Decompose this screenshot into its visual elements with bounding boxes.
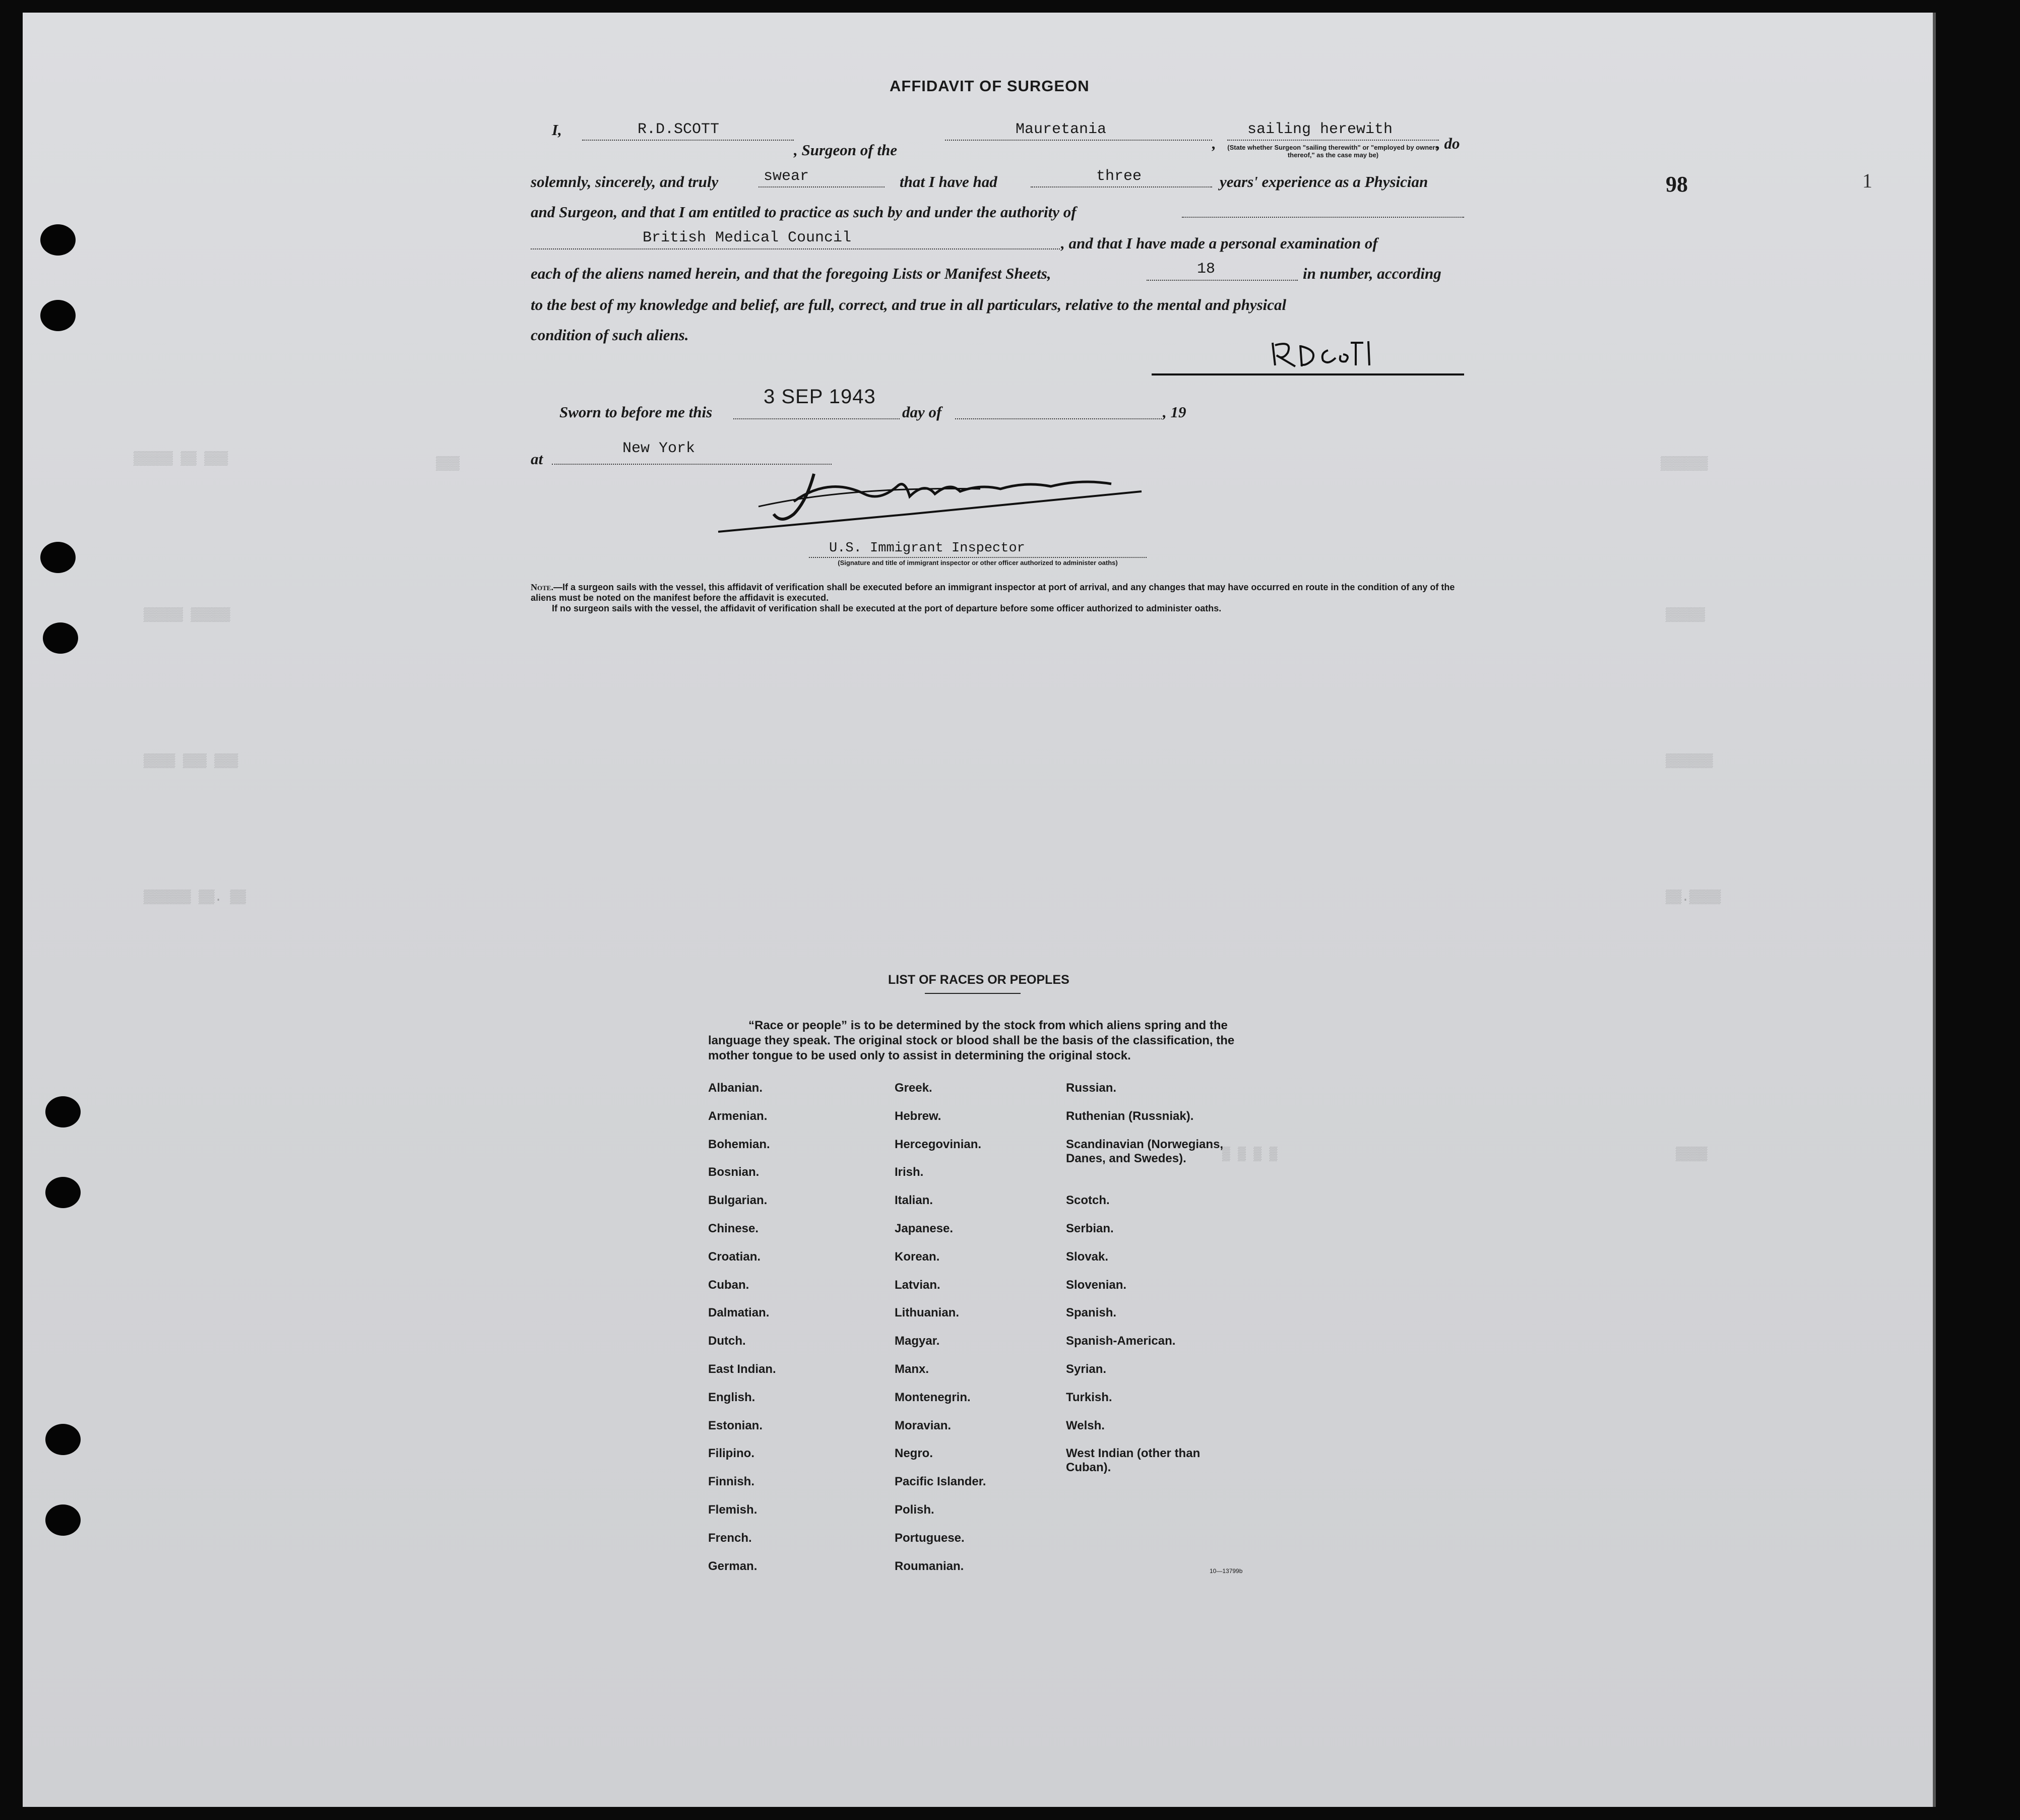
race-item: Russian.: [1066, 1081, 1117, 1095]
race-item: English.: [708, 1390, 755, 1404]
race-item: Slovenian.: [1066, 1278, 1127, 1292]
inspector-title: U.S. Immigrant Inspector: [829, 541, 1025, 556]
text-do: , do: [1436, 135, 1460, 152]
affidavit-title: AFFIDAVIT OF SURGEON: [890, 77, 1090, 95]
text-year: , 19: [1163, 403, 1186, 421]
race-item: Croatian.: [708, 1249, 761, 1264]
race-item: Italian.: [895, 1194, 933, 1208]
race-item: Syrian.: [1066, 1362, 1107, 1376]
race-item: Welsh.: [1066, 1418, 1105, 1432]
sworn-date-stamp: 3 SEP 1943: [764, 386, 876, 408]
race-item: Dutch.: [708, 1334, 746, 1348]
race-item: Ruthenian (Russniak).: [1066, 1109, 1194, 1123]
note-label: Note.: [531, 582, 553, 592]
race-item: Bulgarian.: [708, 1194, 768, 1208]
race-item: Scandinavian (Norwegians, Danes, and Swedes).: [1066, 1137, 1224, 1165]
years-experience: three: [1096, 168, 1142, 185]
sailing-status: sailing herewith: [1247, 121, 1393, 138]
race-item: Manx.: [895, 1362, 929, 1376]
race-item: Irish.: [895, 1165, 924, 1179]
licensing-authority: British Medical Council: [643, 229, 852, 246]
race-item: Greek.: [895, 1081, 932, 1095]
blank-line: [945, 140, 1212, 141]
text-and-surgeon: and Surgeon, and that I am entitled to practice as such by and under the authority of: [531, 203, 1077, 221]
blank-line: [1227, 140, 1439, 141]
race-item: Finnish.: [708, 1475, 754, 1489]
race-item: German.: [708, 1559, 758, 1573]
punch-hole: [45, 1177, 81, 1208]
vessel-name: Mauretania: [1016, 121, 1107, 138]
race-item: Dalmatian.: [708, 1306, 770, 1320]
text-best-of-knowledge: to the best of my knowledge and belief, are full, correct, and true in all particulars, relative to the mental and physical: [531, 296, 1287, 313]
race-item: French.: [708, 1531, 752, 1545]
blank-line: [552, 464, 832, 465]
race-item: Portuguese.: [895, 1531, 965, 1545]
race-item: East Indian.: [708, 1362, 776, 1376]
race-item: Hebrew.: [895, 1109, 941, 1123]
race-item: Scotch.: [1066, 1194, 1110, 1208]
punch-hole: [45, 1096, 81, 1127]
text-i: I,: [552, 121, 562, 139]
race-item: Turkish.: [1066, 1390, 1112, 1404]
text-in-number: in number, according: [1303, 265, 1441, 282]
race-item: Chinese.: [708, 1222, 759, 1235]
text-at: at: [531, 450, 543, 468]
race-item: Pacific Islander.: [895, 1475, 986, 1489]
race-item: Spanish.: [1066, 1306, 1117, 1320]
text-personal-examination: , and that I have made a personal examination of: [1061, 234, 1378, 252]
blank-line: [1031, 186, 1212, 187]
race-item: Estonian.: [708, 1418, 763, 1432]
race-item: Negro.: [895, 1447, 933, 1461]
note-paragraph-1: [531, 582, 1468, 603]
race-item: Hercegovinian.: [895, 1137, 982, 1151]
race-item: Korean.: [895, 1249, 940, 1264]
oath-type: swear: [764, 168, 809, 185]
blank-line: [733, 418, 900, 419]
race-item: Bosnian.: [708, 1165, 760, 1179]
blank-line: [582, 140, 794, 141]
race-item: Armenian.: [708, 1109, 768, 1123]
blank-line: [809, 557, 1147, 558]
blank-line: [1147, 280, 1298, 281]
race-item: Spanish-American.: [1066, 1334, 1176, 1348]
document-sheet: ▒▒▒▒▒ ▒▒ ▒▒▒ ▒▒▒ ▒▒▒▒▒▒ ▒▒▒▒▒ ▒▒▒▒▒ ▒▒▒▒▒ ▒▒▒▒ ▒▒▒ ▒▒▒ ▒▒▒▒▒▒ ▒▒▒▒▒▒ ▒▒. ▒▒ ▒▒.▒▒▒▒ ▒ ▒ ▒ ▒ ▒▒▒▒ 98 1 AFFIDAVIT OF SURGEON I, R.D.SCOTT , Surgeon of the Mauretania , sailing herewith , do (State whether Surgeon "sailing therewith" or "employed by owners thereof," as the case may be) solemnly, sincerely, and truly swear that I have had three years' experience as a Physician and Surgeon, and that I am entitled to practice as such by and under the authority of British Medical Council , and that I have made a personal examination of each of the aliens named herein, and that the foregoing Lists or Manifest Sheets, 18 in number, according to the best of my knowledge and belief, are full, correct, and true in all particulars, relative to the mental and physical condition of such aliens. Sworn to before me this 3 SEP 1943 day of , 19 at New York U.S. Immigrant Inspector (Signature and title of immigrant inspector or other officer authorized to administer oaths) Note.—If a surgeon sails with the vessel, this affidavit of verification shall be executed before an immigrant inspector at port of arrival, and any changes that may have occurred en route in the condition of any of the aliens must be noted on the manifest before the affidavit is executed. If no surgeon sails with the vessel, the affidavit of verification shall be executed at the port of departure before some officer authorized to administer oaths. LIST OF RACES OR PEOPLES “Race or people” is to be determined by the stock from which aliens spring and the language they speak. The original stock or blood shall be the basis of the classification, the mother tongue to be used only to assist in determining the original stock. Albanian. Armenian. Bohemian. Bosnian. Bulgarian. Chinese. Croatian. Cuban. Dalmatian. Dutch. East Indian. English. Estonian. Filipino. Finnish. Flemish. French. German. Greek. Hebrew. Hercegovinian. Irish. Italian. Japanese. Korean. Latvian. Lithuanian. Magyar. Manx. Montenegrin. Moravian. Negro. Pacific Islander. Polish. Portuguese. Roumanian. Russian. Ruthenian (Russniak). Scandinavian (Norwegians, Danes, and Swedes). Scotch. Serbian. Slovak. Slovenian. Spanish. Spanish-American. Syrian. Turkish. Welsh. West Indian (other than Cuban). 10—13799b: [23, 13, 1936, 1807]
text-each-of-aliens: each of the aliens named herein, and that the foregoing Lists or Manifest Sheets,: [531, 265, 1051, 282]
text-years-experience: years' experience as a Physician: [1220, 173, 1428, 191]
sailing-note: (State whether Surgeon "sailing therewith" or "employed by owners thereof," as the case may be): [1227, 144, 1439, 159]
race-item: Latvian.: [895, 1278, 940, 1292]
race-item: Flemish.: [708, 1503, 758, 1517]
sheet-count: 18: [1197, 261, 1216, 278]
note-paragraph-2: If no surgeon sails with the vessel, the affidavit of verification shall be executed at the port of departure before some officer authorized to administer oaths.: [552, 603, 1222, 613]
race-item: Magyar.: [895, 1334, 940, 1348]
punch-hole: [40, 542, 76, 573]
note-text-1: —If a surgeon sails with the vessel, this affidavit of verification shall be executed before an immigrant inspector at port of arrival, and any changes that may have occurred en route in the condition of any of the aliens must be noted on the manifest before the affidavit is executed.: [531, 582, 1455, 603]
text-condition: condition of such aliens.: [531, 326, 689, 344]
text-sworn: Sworn to before me this: [559, 403, 713, 421]
punch-hole: [45, 1504, 81, 1536]
page-number: 98: [1666, 172, 1688, 197]
surgeon-signature: [1152, 335, 1464, 383]
location: New York: [622, 440, 696, 457]
blank-line: [531, 248, 1060, 249]
inspector-signature: [698, 466, 1152, 539]
surgeon-name: R.D.SCOTT: [638, 121, 720, 138]
form-number: 10—13799b: [1210, 1567, 1243, 1575]
race-item: Slovak.: [1066, 1249, 1109, 1264]
text-comma: ,: [1212, 135, 1216, 152]
punch-hole: [40, 300, 76, 331]
blank-line: [955, 418, 1162, 419]
race-item: Serbian.: [1066, 1222, 1114, 1235]
races-title-rule: [925, 993, 1021, 994]
text-day-of: day of: [902, 403, 942, 421]
race-item: Lithuanian.: [895, 1306, 959, 1320]
races-intro: “Race or people” is to be determined by the stock from which aliens spring and the language they speak. The original stock or blood shall be the basis of the classification, the mother tongue to be used only to assist in determining the original stock.: [708, 1019, 1235, 1062]
text-solemnly: solemnly, sincerely, and truly: [531, 173, 719, 191]
text-that-i-have-had: that I have had: [900, 173, 997, 191]
race-item: Albanian.: [708, 1081, 763, 1095]
race-item: Moravian.: [895, 1418, 952, 1432]
race-item: Montenegrin.: [895, 1390, 971, 1404]
punch-hole: [43, 622, 78, 654]
race-item: Japanese.: [895, 1222, 954, 1235]
inspector-caption: (Signature and title of immigrant inspector or other officer authorized to administer oaths): [838, 559, 1118, 567]
race-item: Bohemian.: [708, 1137, 770, 1151]
race-item: Filipino.: [708, 1447, 754, 1461]
blank-line: [759, 186, 885, 187]
races-title: LIST OF RACES OR PEOPLES: [888, 973, 1069, 987]
punch-hole: [45, 1424, 81, 1455]
punch-hole: [40, 224, 76, 256]
race-item: Cuban.: [708, 1278, 749, 1292]
blank-line: [1182, 217, 1464, 218]
corner-mark: 1: [1862, 169, 1872, 192]
race-item: West Indian (other than Cuban).: [1066, 1447, 1201, 1475]
text-surgeon-of: , Surgeon of the: [794, 141, 897, 159]
race-item: Roumanian.: [895, 1559, 964, 1573]
race-item: Polish.: [895, 1503, 934, 1517]
